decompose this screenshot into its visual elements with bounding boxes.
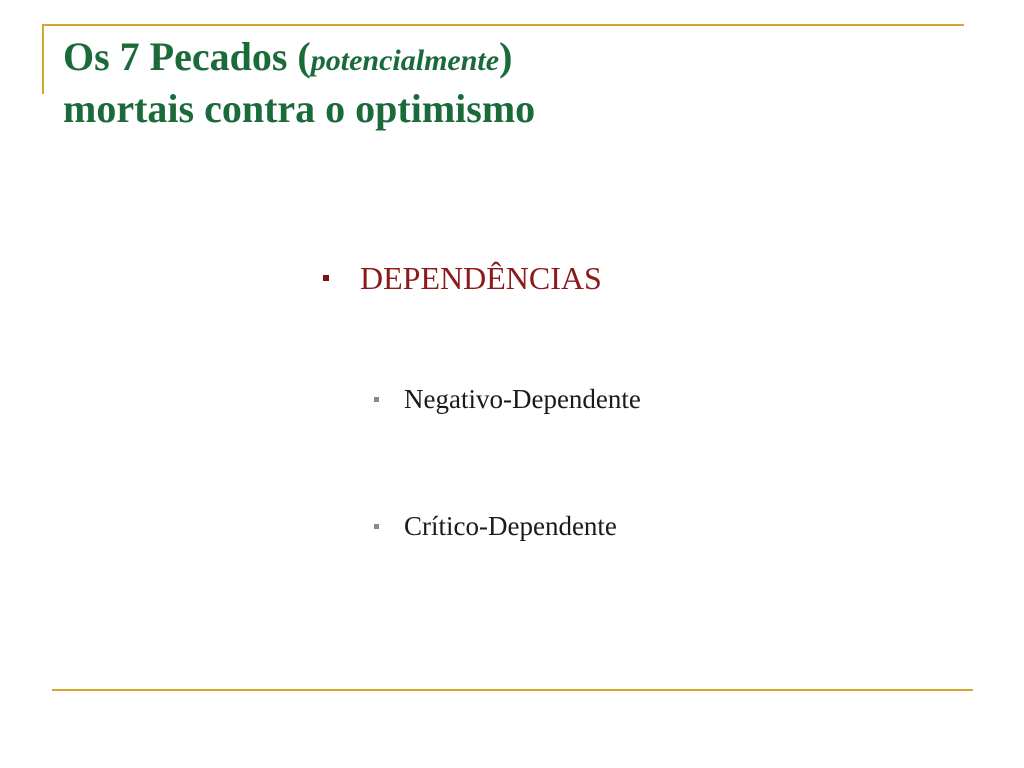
title-part2: ) [499,34,513,79]
slide-title [63,33,535,133]
bullet-negativo-dependente [374,381,641,417]
square-bullet-icon [374,524,379,529]
bullet-dependencias [323,258,602,298]
title-part1: Os 7 Pecados ( [63,34,311,79]
frame-top-line [42,24,964,26]
bullet-critico-dependente [374,508,617,544]
bullet-text: Crítico-Dependente [404,510,617,541]
square-bullet-icon [323,275,329,281]
bullet-text: DEPENDÊNCIAS [360,259,602,296]
bullet-text: Negativo-Dependente [404,383,641,414]
frame-left-line [42,24,44,94]
title-line2: mortais contra o optimismo [63,86,536,131]
square-bullet-icon [374,397,379,402]
title-italic: potencialmente [310,44,500,77]
frame-bottom-line [52,689,973,691]
